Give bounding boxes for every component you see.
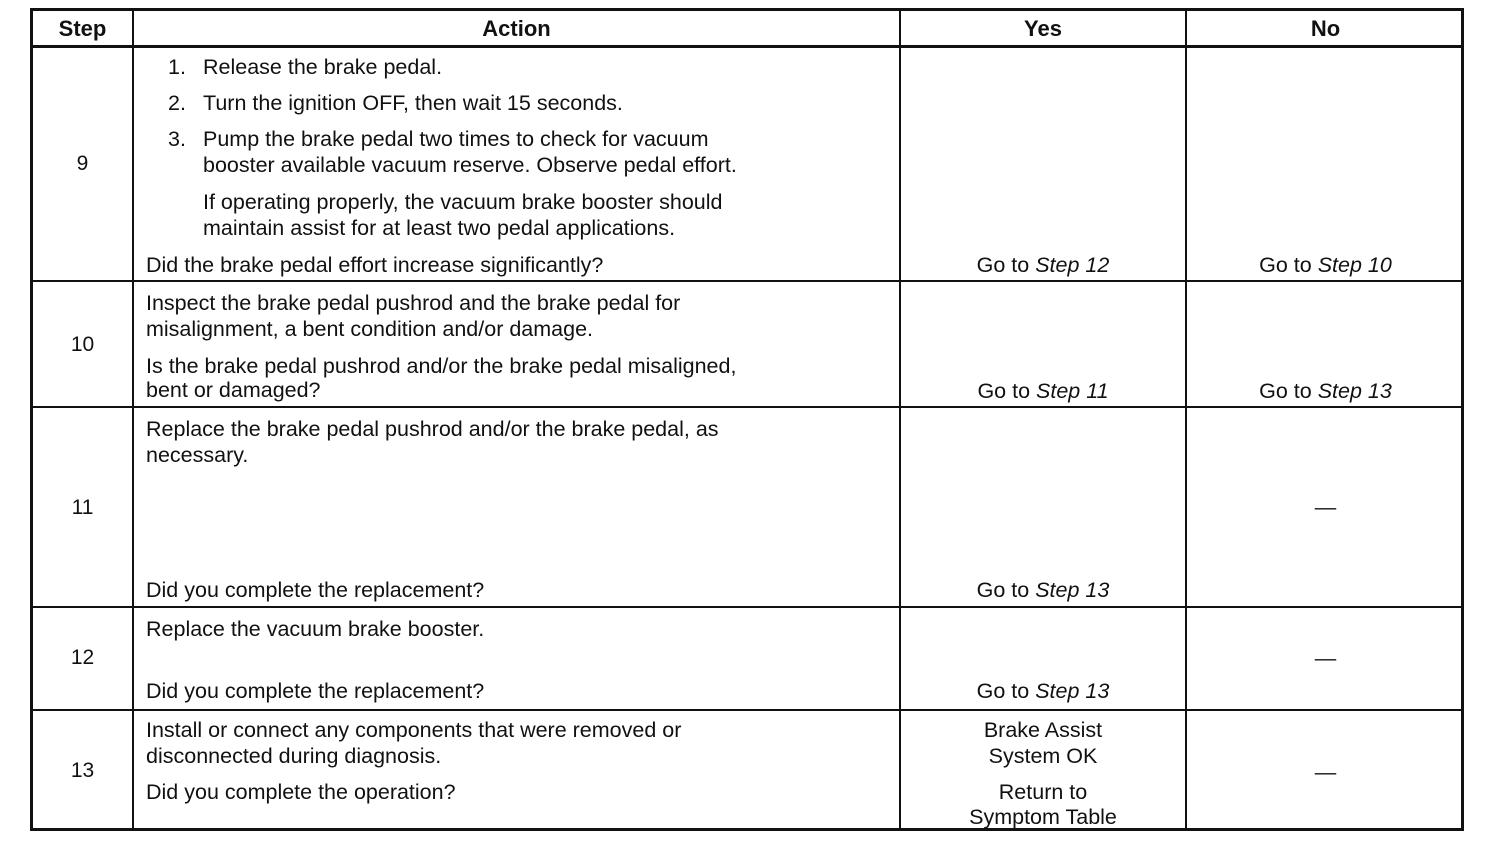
action-question: Did you complete the replacement? (146, 578, 485, 602)
row-divider (33, 280, 1461, 282)
action-text: Replace the brake pedal pushrod and/or the brake pedal, as (146, 417, 719, 441)
action-question: Did the brake pedal effort increase significantly? (146, 253, 604, 277)
row-divider (33, 709, 1461, 711)
yes-result: Go to Step 12 (976, 253, 1110, 277)
step-number: 9 (76, 152, 89, 175)
step-number: 11 (71, 496, 94, 519)
list-number: 2. (168, 91, 186, 115)
action-text: Pump the brake pedal two times to check for vacuum (203, 127, 709, 151)
row-divider (33, 606, 1461, 608)
action-text: Turn the ignition OFF, then wait 15 seconds. (203, 91, 623, 115)
diagnostic-table (30, 8, 1464, 831)
list-number: 3. (168, 127, 186, 151)
column-divider (1185, 11, 1187, 828)
no-result: — (1314, 495, 1337, 519)
action-text: misalignment, a bent condition and/or damage. (146, 317, 593, 341)
yes-result: Go to Step 13 (976, 679, 1110, 703)
no-result: — (1314, 760, 1337, 784)
action-text: booster available vacuum reserve. Observe pedal effort. (203, 153, 737, 177)
yes-result: Go to Step 11 (977, 379, 1109, 403)
action-note: maintain assist for at least two pedal applications. (203, 216, 676, 240)
action-question: Did you complete the operation? (146, 780, 456, 804)
action-text: disconnected during diagnosis. (146, 744, 442, 768)
column-divider (899, 11, 901, 828)
yes-result: Return to (998, 780, 1088, 804)
header-action: Action (482, 15, 551, 41)
step-number: 10 (70, 333, 95, 356)
step-number: 12 (70, 646, 95, 669)
no-result: — (1314, 646, 1337, 670)
yes-result: System OK (988, 744, 1098, 768)
yes-result: Symptom Table (969, 805, 1117, 829)
action-text: Install or connect any components that were removed or (146, 718, 682, 742)
yes-result: Go to Step 13 (976, 578, 1110, 602)
action-note: If operating properly, the vacuum brake booster should (203, 190, 723, 214)
action-question: bent or damaged? (146, 378, 321, 402)
header-step: Step (58, 15, 107, 41)
step-number: 13 (70, 759, 95, 782)
action-question: Is the brake pedal pushrod and/or the brake pedal misaligned, (146, 354, 737, 378)
action-text: Replace the vacuum brake booster. (146, 617, 485, 641)
no-result: Go to Step 10 (1259, 253, 1392, 277)
header-yes: Yes (1024, 15, 1062, 41)
header-no: No (1310, 15, 1341, 41)
column-divider (132, 11, 134, 828)
action-text: necessary. (146, 443, 249, 467)
row-divider (33, 406, 1461, 408)
yes-result: Brake Assist (983, 718, 1103, 742)
action-question: Did you complete the replacement? (146, 679, 485, 703)
no-result: Go to Step 13 (1259, 379, 1392, 403)
list-number: 1. (168, 55, 186, 79)
action-text: Inspect the brake pedal pushrod and the brake pedal for (146, 291, 681, 315)
action-text: Release the brake pedal. (203, 55, 443, 79)
